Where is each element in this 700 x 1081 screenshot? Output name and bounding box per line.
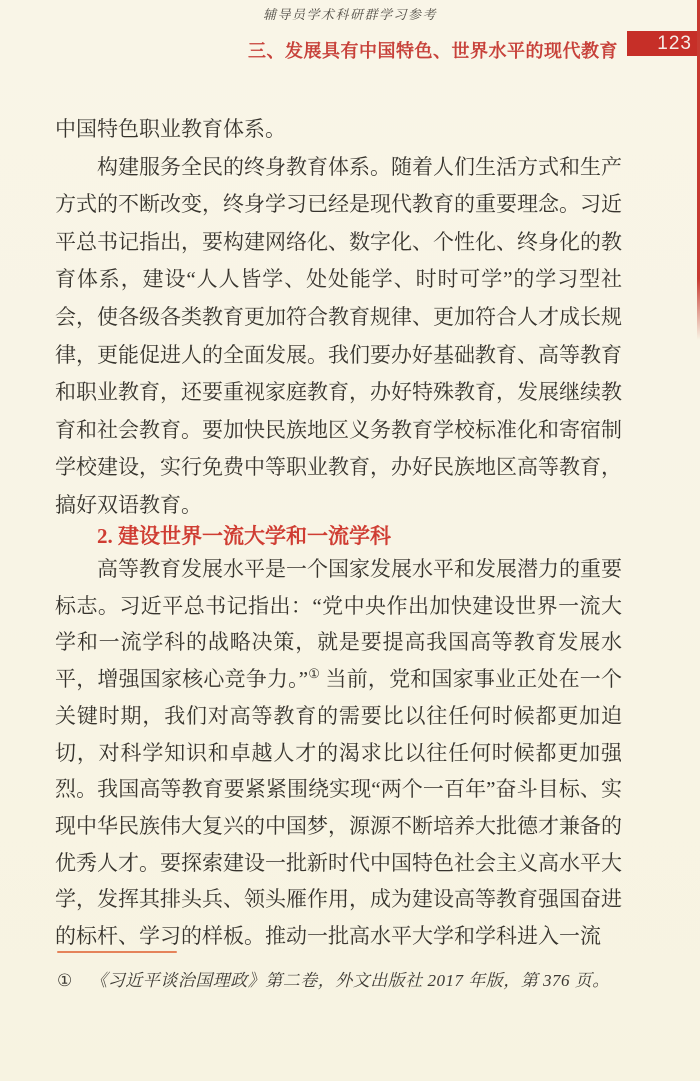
page-number-badge [627,31,698,56]
body-text-lower [55,551,622,955]
body-text-upper [55,111,622,525]
running-head: 辅导员学术科研群学习参考 [262,7,437,22]
footnote-text: 《习近平谈治国理政》第二卷，外文出版社 2017 年版，第 376 页。 [90,971,610,990]
footnote-separator [57,951,177,953]
chapter-header-title: 三、发展具有中国特色、世界水平的现代教育 [248,41,618,61]
page-number: 123 [657,32,692,54]
footnote-ref: ① [308,666,321,682]
paragraph-text-before-ref: 高等教育发展水平是一个国家发展水平和发展潜力的重要标志。习近平总书记指出：“党中央作出加快建设世界一流大学和一流学科的战略决策，就是要提高我国高等教育发展水平，增强国家核心竞争力。” [55,557,622,692]
paragraph-lifelong-education: 构建服务全民的终身教育体系。随着人们生活方式和生产方式的不断改变，终身学习已经是现代教育的重要理念。习近平总书记指出，要构建网络化、数字化、个性化、终身化的教育体系，建设“人人皆学、处处能学、时时可学”的学习型社会，使各级各类教育更加符合教育规律、更加符合人才成长规律，更能促进人的全面发展。我们要办好基础教育、高等教育和职业教育，还要重视家庭教育，办好特殊教育，发展继续教育和社会教育。要加快民族地区义务教育学校标准化和寄宿制学校建设，实行免费中等职业教育，办好民族地区高等教育，搞好双语教育。 [55,154,622,517]
paragraph-text-after-ref: 当前，党和国家事业正处在一个关键时期，我们对高等教育的需要比以往任何时候都更加迫切，对科学知识和卓越人才的渴求比以往任何时候都更加强烈。我国高等教育要紧紧围绕实现“两个一百年”奋斗目标、实现中华民族伟大复兴的中国梦，源源不断培养大批德才兼备的优秀人才。要探索建设一批新时代中国特色社会主义高水平大学，发挥其排头兵、领头雁作用，成为建设高等教育强国奋进的标杆、学习的样板。推动一批高水平大学和学科进入一流 [55,667,622,949]
paragraph-first-class-universities [55,551,622,955]
footnote [57,966,647,991]
footnote-marker: ① [57,971,73,990]
section-heading: 2. 建设世界一流大学和一流学科 [97,524,391,548]
paragraph-continued: 中国特色职业教育体系。 [55,117,286,141]
